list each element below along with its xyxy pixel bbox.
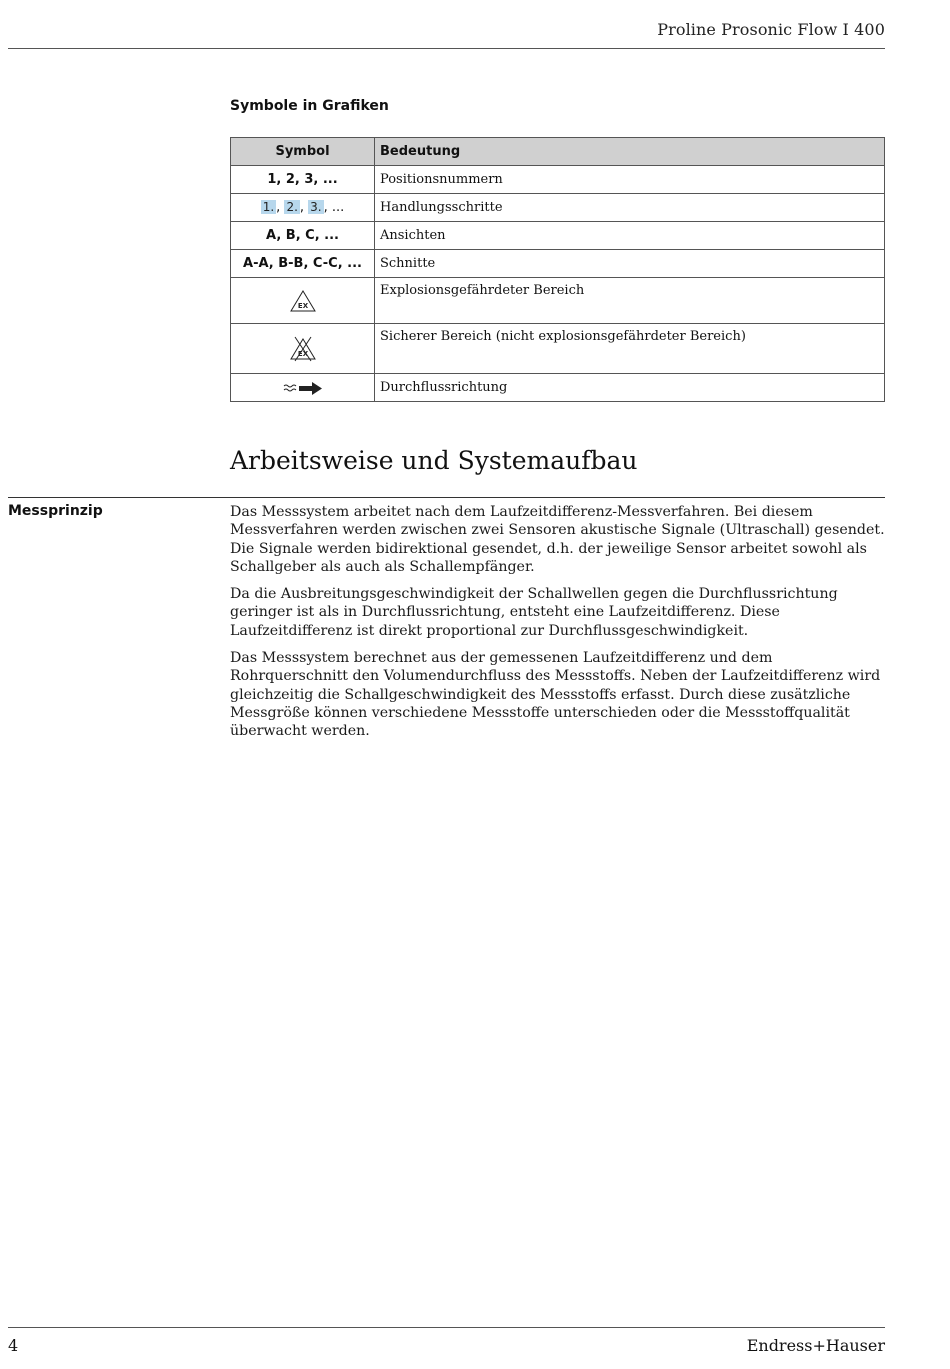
body-text xyxy=(230,503,885,750)
symbol-cell xyxy=(231,374,375,402)
meaning-cell: Schnitte xyxy=(375,250,885,278)
ex-label: EX xyxy=(297,301,308,310)
step-separator: , xyxy=(276,200,285,215)
meaning-cell: Positionsnummern xyxy=(375,166,885,194)
footer-rule xyxy=(8,1327,885,1328)
meaning-cell: Sicherer Bereich (nicht explosionsgefährdeter Bereich) xyxy=(375,324,885,374)
symbol-cell: A, B, C, ... xyxy=(231,222,375,250)
document-header-title: Proline Prosonic Flow I 400 xyxy=(657,20,885,39)
footer-brand: Endress+Hauser xyxy=(746,1336,885,1355)
symbol-cell: 1, 2, 3, ... xyxy=(231,166,375,194)
symbol-cell xyxy=(231,278,375,324)
paragraph: Das Messsystem arbeitet nach dem Laufzeitdifferenz-Messverfahren. Bei diesem Messverfahren werden zwischen zwei Sensoren akustische Signale (Ultraschall) gesendet. Die Signale werden bidirektional gesendet, d.h. der jeweilige Sensor arbeitet sowohl als Schallgeber als auch als Schallempfänger. xyxy=(230,504,885,575)
column-header-meaning: Bedeutung xyxy=(375,138,885,166)
section-rule xyxy=(8,497,885,498)
table-row xyxy=(231,194,885,222)
table-row xyxy=(231,278,885,324)
ex-label: EX xyxy=(297,349,308,358)
step-number-1: 1. xyxy=(262,200,275,214)
step-separator: , xyxy=(299,200,309,215)
symbols-heading: Symbole in Grafiken xyxy=(230,98,389,114)
table-row xyxy=(231,324,885,374)
meaning-cell: Explosionsgefährdeter Bereich xyxy=(375,278,885,324)
side-label-measuring-principle: Messprinzip xyxy=(8,503,103,519)
table-row xyxy=(231,222,885,250)
page-number: 4 xyxy=(8,1336,19,1355)
step-tail: , ... xyxy=(323,200,345,215)
flow-direction-icon xyxy=(283,381,323,395)
paragraph: Das Messsystem berechnet aus der gemessenen Laufzeitdifferenz und dem Rohrquerschnitt den Volumendurchfluss des Messstoffs. Neben der Laufzeitdifferenz wird gleichzeitig die Schallgeschwindigkeit des Messstoffs erfasst. Durch diese zusätzliche Messgröße können verschiedene Messstoffe unterschieden oder die Messstoffqualität überwacht werden. xyxy=(230,650,881,740)
safe-area-icon xyxy=(290,336,316,362)
paragraph: Da die Ausbreitungsgeschwindigkeit der Schallwellen gegen die Durchflussrichtung geringer ist als in Durchflussrichtung, entsteht eine Laufzeitdifferenz. Diese Laufzeitdifferenz ist direkt proportional zur Durchflussgeschwindigkeit. xyxy=(230,586,838,639)
symbol-cell xyxy=(231,194,375,222)
column-header-symbol: Symbol xyxy=(231,138,375,166)
meaning-cell: Handlungsschritte xyxy=(375,194,885,222)
header-rule xyxy=(8,48,885,49)
symbol-cell xyxy=(231,324,375,374)
meaning-cell: Durchflussrichtung xyxy=(375,374,885,402)
meaning-cell: Ansichten xyxy=(375,222,885,250)
symbols-table xyxy=(230,137,885,402)
table-row xyxy=(231,374,885,402)
table-header-row xyxy=(231,138,885,166)
table-row xyxy=(231,166,885,194)
step-number-3: 3. xyxy=(310,200,322,214)
explosion-hazard-icon xyxy=(290,290,316,312)
section-title: Arbeitsweise und Systemaufbau xyxy=(230,446,638,475)
step-number-2: 2. xyxy=(286,200,298,214)
symbol-cell: A-A, B-B, C-C, ... xyxy=(231,250,375,278)
table-row xyxy=(231,250,885,278)
